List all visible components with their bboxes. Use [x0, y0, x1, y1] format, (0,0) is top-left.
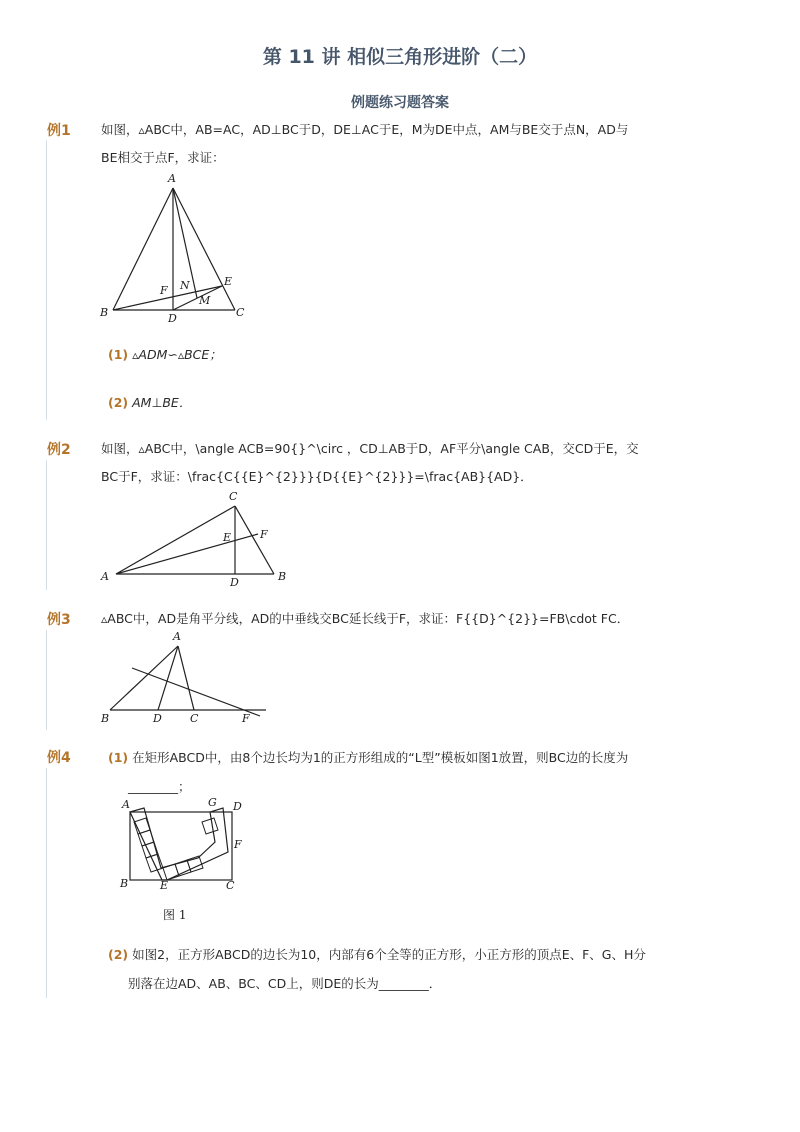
ex2-line1: 如图，▵ABC中，\angle ACB=90{}^\circ ，CD⊥AB于D，AF平分\angle CAB，交CD于E，交: [101, 441, 639, 456]
ex2-point-f: F: [260, 528, 268, 541]
ex1-point-b: B: [100, 306, 109, 319]
ex1-left-rule: [46, 140, 47, 420]
ex4-point-g: G: [208, 796, 217, 809]
ex1-point-e: E: [224, 275, 233, 288]
ex4-point-e: E: [160, 879, 169, 892]
ex2-bisector-af: [116, 534, 258, 574]
ex1-figure: [98, 170, 258, 325]
ex3-point-d: D: [153, 712, 162, 725]
ex4-square-2: [138, 830, 154, 846]
ex4-rectangle-abcd: [130, 812, 232, 880]
ex4-square-8: [202, 818, 218, 834]
ex1-question-2: [108, 393, 191, 411]
ex4-point-f: F: [234, 838, 242, 851]
section-subtitle: 例题练习题答案: [351, 95, 449, 111]
ex2-point-b: B: [278, 570, 287, 583]
ex3-point-b: B: [101, 712, 110, 725]
ex3-label: 例3: [47, 612, 71, 628]
ex4-q2-text: 如图2，正方形ABCD的边长为10，内部有6个全等的正方形，小正方形的顶点E、F、G、H分: [132, 947, 646, 962]
ex3-point-a: A: [173, 630, 181, 643]
ex3-line1: ▵ABC中，AD是角平分线，AD的中垂线交BC延长线于F，求证：F{{D}^{2}}=FB\cdot FC．: [101, 611, 630, 626]
ex4-point-a: A: [122, 798, 130, 811]
ex4-figure-caption: 图 1: [163, 908, 187, 922]
ex2-line2: BC于F，求证：\frac{C{{E}^{2}}}{D{{E}^{2}}}=\frac{AB}{AD}．: [101, 469, 533, 484]
ex4-left-rule: [46, 768, 47, 998]
ex4-point-c: C: [226, 879, 235, 892]
ex2-point-d: D: [230, 576, 239, 589]
ex1-point-c: C: [236, 306, 245, 319]
ex3-side-ac: [178, 646, 194, 710]
ex1-line2: BE相交于点F，求证：: [101, 150, 225, 165]
ex4-point-d: D: [233, 800, 242, 813]
ex3-perpendicular-bisector: [132, 668, 260, 716]
ex3-point-f: F: [242, 712, 250, 725]
ex1-q2-number: (2): [108, 395, 129, 410]
ex4-figure-1: [118, 796, 268, 896]
ex1-question-1: [108, 345, 222, 363]
ex2-label: 例2: [47, 442, 71, 458]
ex4-q1-text: 在矩形ABCD中，由8个边长均为1的正方形组成的“L型”模板如图1放置，则BC边的长度为: [132, 750, 629, 765]
ex4-q2-number: (2): [108, 947, 129, 962]
ex1-point-d: D: [168, 312, 177, 325]
ex4-question-1-line1: [108, 748, 628, 766]
ex4-question-2-line1: [108, 945, 646, 963]
ex1-label: 例1: [47, 123, 71, 139]
ex4-question-2-line2: 别落在边AD、AB、BC、CD上，则DE的长为________．: [128, 976, 442, 991]
ex1-q1-text: ▵ADM∽▵BCE；: [132, 347, 222, 362]
ex1-point-f: F: [160, 284, 168, 297]
ex4-point-b: B: [120, 877, 129, 890]
ex3-point-c: C: [190, 712, 199, 725]
ex2-side-ac: [116, 506, 235, 574]
ex2-point-a: A: [101, 570, 109, 583]
ex1-point-n: N: [180, 279, 190, 292]
ex1-line1: 如图，▵ABC中，AB=AC，AD⊥BC于D，DE⊥AC于E，M为DE中点，AM与BE交于点N，AD与: [101, 122, 629, 137]
ex1-q1-number: (1): [108, 347, 129, 362]
ex1-q2-text: AM⊥BE．: [132, 395, 192, 410]
ex2-figure: [98, 488, 298, 588]
ex1-point-a: A: [168, 172, 176, 185]
ex4-q1-number: (1): [108, 750, 129, 765]
ex3-left-rule: [46, 630, 47, 730]
ex4-label: 例4: [47, 750, 71, 766]
ex3-figure: [98, 628, 273, 728]
ex2-point-e: E: [223, 531, 232, 544]
ex2-point-c: C: [229, 490, 238, 503]
ex2-left-rule: [46, 460, 47, 590]
page-title: 第 11 讲 相似三角形进阶（二）: [262, 46, 538, 68]
ex2-side-bc: [235, 506, 274, 574]
ex4-question-1-line2: ________；: [128, 779, 191, 794]
ex1-point-m: M: [199, 294, 211, 307]
